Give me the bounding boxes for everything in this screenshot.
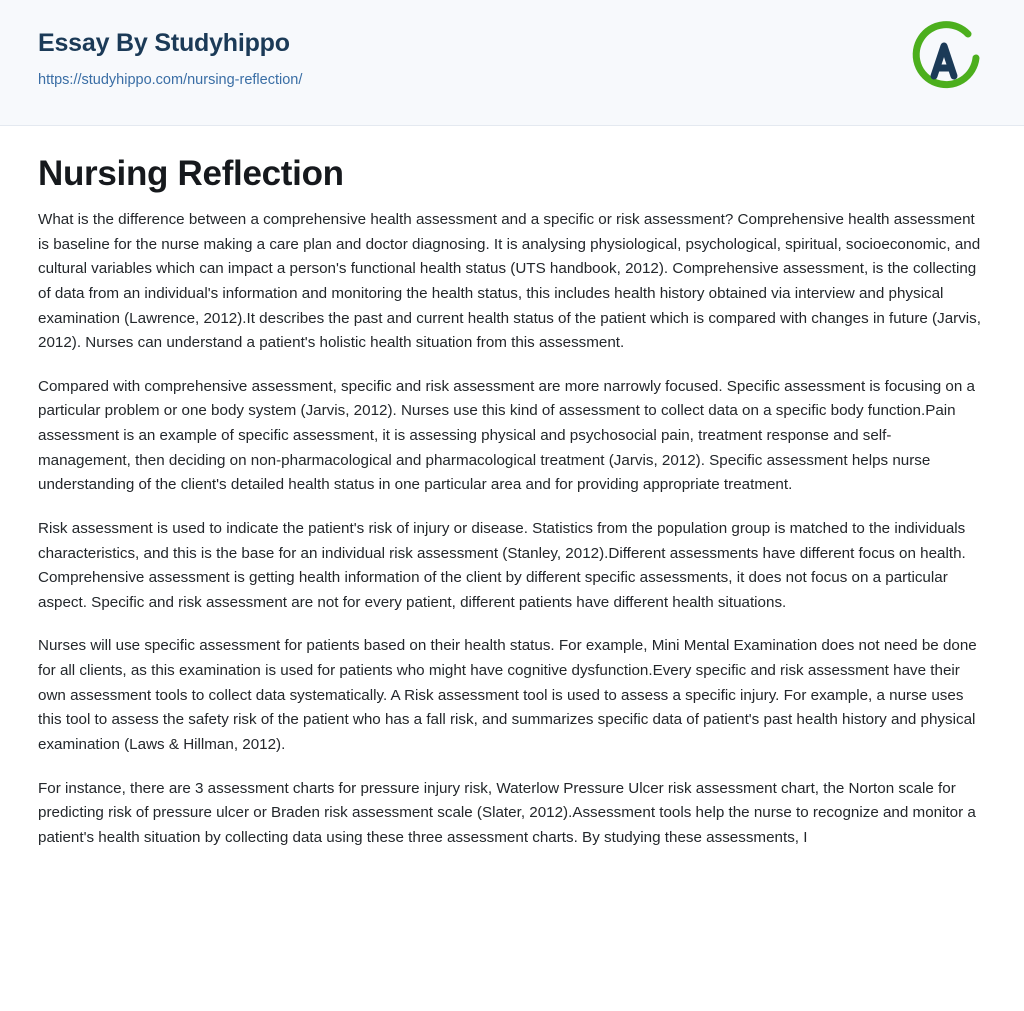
page-title: Nursing Reflection bbox=[38, 154, 344, 193]
site-header bbox=[0, 0, 1024, 126]
site-url-link[interactable]: https://studyhippo.com/nursing-reflection/ bbox=[38, 71, 303, 88]
site-brand: Essay By Studyhippo bbox=[38, 29, 290, 57]
paragraph: Compared with comprehensive assessment, specific and risk assessment are more narrowly focused. Specific assessment is focusing on a particular problem or one body system (Jarvis, 2012). Nurses use this kind of assessment to collect data on a specific body function.Pain assessment is an example of specific assessment, it is assessing physical and psychosocial pain, treatment response and self-management, then deciding on non-pharmacological and pharmacological treatment (Jarvis, 2012). Specific assessment helps nurse understanding of the client's detailed health status in one particular area and for providing appropriate treatment. bbox=[38, 377, 975, 494]
paragraph: Nurses will use specific assessment for patients based on their health status. For example, Mini Mental Examination does not need be done for all clients, as this examination is used for patients who might have cognitive dysfunction.Every specific and risk assessment have their own assessment tools to collect data systematically. A Risk assessment tool is used to assess a specific injury. For example, a nurse uses this tool to assess the safety risk of the patient who has a fall risk, and summarizes specific data of patient's past health history and physical examination (Laws & Hillman, 2012). bbox=[38, 637, 977, 753]
paragraph: For instance, there are 3 assessment charts for pressure injury risk, Waterlow Pressure Ulcer risk assessment chart, the Norton scale for predicting risk of pressure ulcer or Braden risk assessment scale (Slater, 2012).Assessment tools help the nurse to recognize and monitor a patient's health situation by collecting data using these three assessment charts. By studying these assessments, I bbox=[38, 779, 976, 846]
studyhippo-a-logo-icon bbox=[902, 20, 986, 104]
paragraph: Risk assessment is used to indicate the patient's risk of injury or disease. Statistics from the population group is matched to the individuals characteristics, and this is the base for an individual risk assessment (Stanley, 2012).Different assessments have different focus on health. Comprehensive assessment is getting health information of the client by different specific assessments, it does not focus on a particular aspect. Specific and risk assessment are not for every patient, different patients have different health situations. bbox=[38, 519, 966, 611]
document-body bbox=[0, 126, 1024, 850]
paragraph: What is the difference between a comprehensive health assessment and a specific or risk assessment? Comprehensive health assessment is baseline for the nurse making a care plan and doctor diagnosing. It is analysing physiological, psychological, spiritual, socioeconomic, and cultural variables which can impact a person's functional health status (UTS handbook, 2012). Comprehensive assessment, is the collecting of data from an individual's information and monitoring the health status, this includes health history obtained via interview and physical examination (Lawrence, 2012).It describes the past and current health status of the patient which is compared with changes in future (Jarvis, 2012). Nurses can understand a patient's holistic health situation from this assessment. bbox=[38, 211, 981, 352]
